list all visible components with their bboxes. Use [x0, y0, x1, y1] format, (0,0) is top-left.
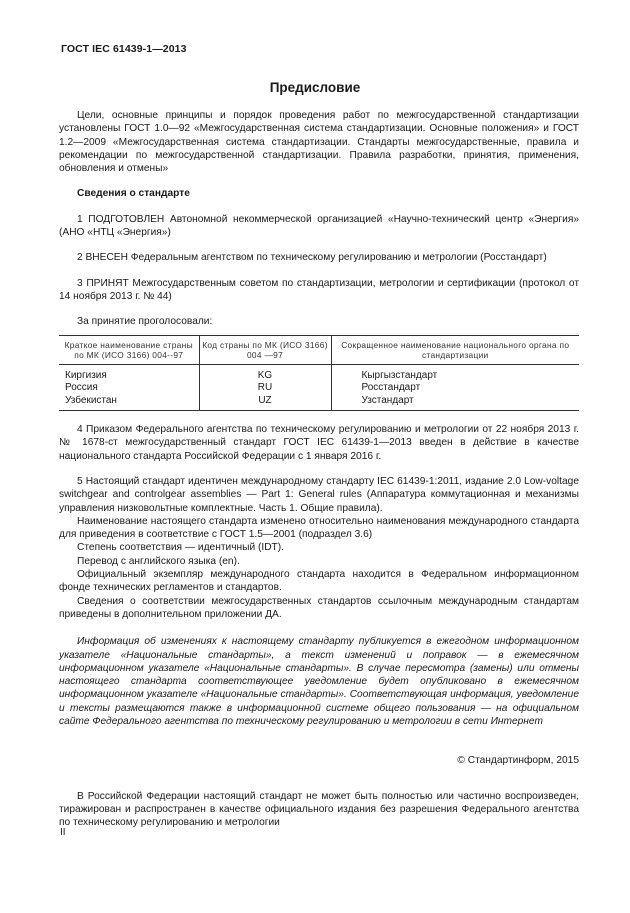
table-cell-country: Россия [65, 382, 98, 394]
item-5-name-change: Наименование настоящего стандарта изменено относительно наименования международного стандарта для приведения в соответствие с ГОСТ 1.5—2001 (подраздел 3.6) [59, 515, 579, 541]
table-cell-country: Киргизия [65, 369, 107, 381]
item-2-introduced: 2 ВНЕСЕН Федеральным агентством по техническому регулированию и метрологии (Росстандарт) [77, 252, 547, 264]
item-5-official-copy: Официальный экземпляр международного стандарта находится в Федеральном информационном фонде технических регламентов и стандартов. [59, 569, 579, 594]
copyright-line: © Стандартинформ, 2015 [457, 755, 579, 767]
table-body-column [331, 364, 579, 411]
table-country-column [59, 364, 199, 411]
voting-countries-table [59, 335, 579, 412]
page-title: Предисловие [269, 80, 361, 95]
reproduction-notice: В Российской Федерации настоящий стандарт не может быть полностью или частично воспроизведен, тиражирован и распространен в качестве официального издания без разрешения Федерального агентства по техническому регулированию и метрологии [59, 790, 579, 829]
table-cell-country: Узбекистан [65, 394, 117, 406]
table-cell-body: Узстандарт [361, 394, 414, 406]
item-4-order: 4 Приказом Федерального агентства по техническому регулированию и метрологии от 22 ноября 2013 г. № 1678-ст межгосударственный стандарт ГОСТ IEC 61439-1—2013 введен в действие в качестве национального стандарта Российской Федерации с 1 января 2016 г. [59, 424, 579, 462]
item-5-correspondence: Сведения о соответствии межгосударственных стандартов ссылочным международным стандартам приведены в дополнительном приложении ДА. [59, 595, 579, 620]
item-5-translation: Перевод с английского языка (en). [77, 555, 240, 567]
table-body-row [59, 364, 579, 411]
table-cell-body: Росстандарт [361, 382, 421, 394]
table-header-row [59, 335, 579, 364]
table-header-code: Код страны по МК (ИСО 3166) 004 —97 [199, 335, 331, 364]
item-1-prepared: 1 ПОДГОТОВЛЕН Автономной некоммерческой организацией «Научно-технический центр «Энергия» (АНО «НТЦ «Энергия») [59, 213, 579, 239]
item-5-identical: 5 Настоящий стандарт идентичен международному стандарту IEC 61439-1:2011, издание 2.0 Low-voltage switchgear and controlgear assemblies — Part 1: General rules (Аппаратура коммутационная и механизмы управления низковольтные комплектные. Часть 1. Общие правила). [59, 475, 579, 514]
voted-label: За принятие проголосовали: [77, 316, 213, 328]
changes-info-note: Информация об изменениях к настоящему стандарту публикуется в ежегодном информационном указателе «Национальные стандарты», а текст изменений и поправок — в ежемесячном информационном указателе «Национальные стандарты». В случае пересмотра (замены) или отмены настоящего стандарта соответствующее уведомление будет опубликовано в ежемесячном информационном указателе «Национальные стандарты». Соответствующая информация, уведомление и тексты размещаются также в информационной системе общего пользования — на официальном сайте Федерального агентства по техническому регулированию и метрологии в сети Интернет [59, 636, 579, 727]
item-3-adopted: 3 ПРИНЯТ Межгосударственным советом по стандартизации, метрологии и сертификации (протокол от 14 ноября 2013 г. № 44) [59, 277, 579, 302]
table-cell-code: KG [257, 369, 273, 381]
table-header-body: Сокращенное наименование национального органа по стандартизации [331, 335, 579, 364]
document-header-id: ГОСТ IEC 61439-1—2013 [61, 43, 187, 55]
table-cell-body: Кыргызстандарт [361, 369, 438, 381]
table-cell-code: RU [257, 382, 273, 394]
table-header-country: Краткое наименование страны по МК (ИСО 3166) 004--97 [59, 335, 199, 364]
table-cell-code: UZ [258, 394, 272, 406]
section-heading: Сведения о стандарте [77, 188, 190, 200]
page-number: II [60, 827, 66, 838]
item-5-degree: Степень соответствия — идентичный (IDT). [77, 542, 284, 554]
intro-paragraph: Цели, основные принципы и порядок проведения работ по межгосударственной стандартизации установлены ГОСТ 1.0—92 «Межгосударственная система стандартизации. Основные положения» и ГОСТ 1.2—2009 «Межгосударственная система стандартизации. Стандарты межгосударственные, правила и рекомендации по межгосударственной стандартизации. Правила разработки, принятия, применения, обновления и отмены» [59, 110, 579, 175]
table-code-column [199, 364, 331, 411]
document-body [59, 109, 579, 829]
